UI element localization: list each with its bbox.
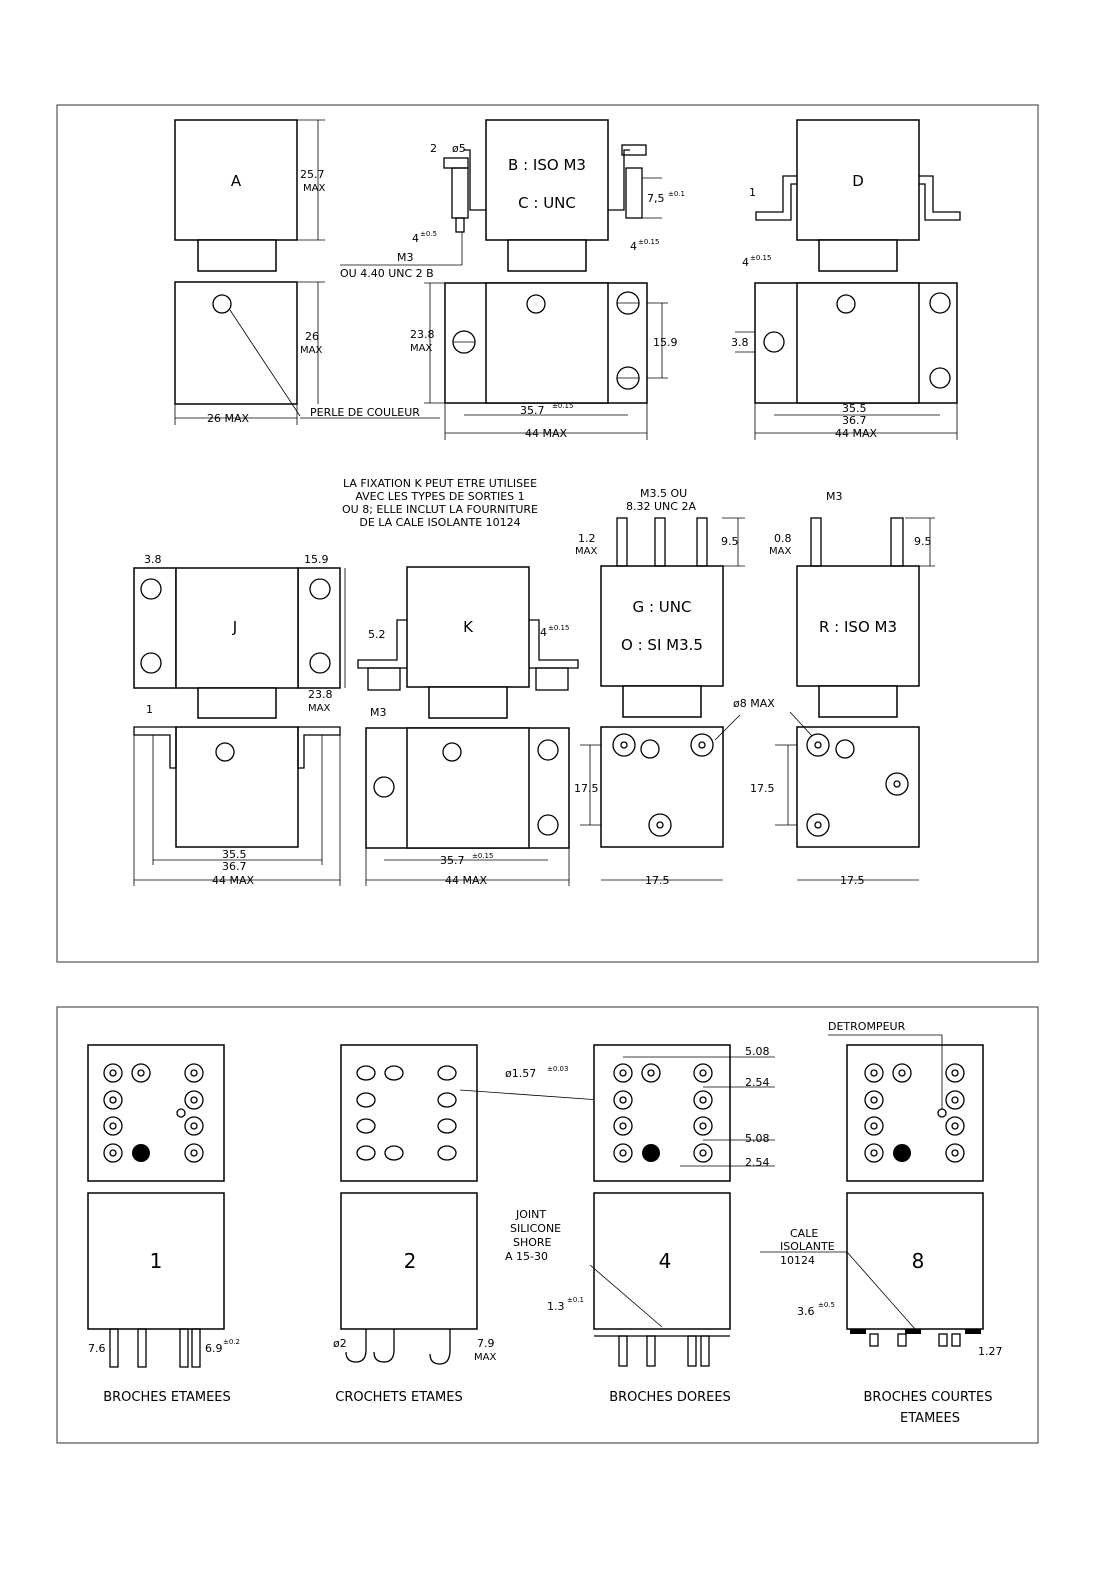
label-j: J — [232, 618, 238, 636]
dim-phi2: ø2 — [333, 1337, 347, 1350]
tol-0-15k2: ±0.15 — [472, 852, 494, 860]
dim-44-max: 44 MAX — [525, 427, 568, 440]
caption-2: CROCHETS ETAMES — [335, 1390, 463, 1405]
dim-9-5-r: 9.5 — [914, 535, 932, 548]
label-b: B : ISO M3 — [508, 156, 586, 174]
tol-0-5b: ±0.5 — [818, 1301, 835, 1309]
dim-1-3: 1.3 — [547, 1300, 565, 1313]
dim-5-2: 5.2 — [368, 628, 386, 641]
tol-0-1: ±0.1 — [668, 190, 685, 198]
note-line-3: OU 8; ELLE INCLUT LA FOURNITURE — [342, 503, 538, 516]
dim-36-7-j: 36.7 — [222, 860, 247, 873]
label-o: O : SI M3.5 — [621, 636, 703, 654]
dim-26-max: 26 MAX — [207, 412, 250, 425]
dim-phi5: ø5 — [452, 142, 466, 155]
note-line-4: DE LA CALE ISOLANTE 10124 — [359, 516, 521, 529]
note-line-1: LA FIXATION K PEUT ETRE UTILISEE — [342, 477, 538, 490]
dim-5-08-b: 5.08 — [745, 1132, 770, 1145]
dim-1-2: 1.2 — [578, 532, 596, 545]
joint-2: SILICONE — [510, 1222, 562, 1235]
dim-4-r: 4 — [630, 240, 637, 253]
dim-9-5: 9.5 — [721, 535, 739, 548]
tol-0-03: ±0.03 — [547, 1065, 569, 1073]
dim-44-max-d: 44 MAX — [835, 427, 878, 440]
note-line-2: AVEC LES TYPES DE SORTIES 1 — [355, 490, 525, 503]
dim-44-max-k: 44 MAX — [445, 874, 488, 887]
detrompeur: DETROMPEUR — [828, 1020, 906, 1033]
joint-1: JOINT — [516, 1208, 547, 1221]
label-type-4: 4 — [658, 1249, 672, 1273]
dim-44-max-j: 44 MAX — [212, 874, 255, 887]
dim-7-6: 7.6 — [88, 1342, 106, 1355]
m3-label: M3 — [397, 251, 414, 264]
dim-3-6: 3.6 — [797, 1305, 815, 1318]
dim-36-7: 36.7 — [842, 414, 867, 427]
label-k: K — [463, 618, 473, 636]
dim-23-8: 23.8 — [410, 328, 435, 341]
dim-26: 26 — [305, 330, 319, 343]
tol-0-15c: ±0.15 — [750, 254, 772, 262]
cale-3: 10124 — [780, 1254, 815, 1267]
dim-max-3: MAX — [410, 343, 433, 354]
dim-max: MAX — [303, 183, 326, 194]
dim-5-08-a: 5.08 — [745, 1045, 770, 1058]
phi-1-57: ø1.57 — [505, 1067, 537, 1080]
tol-0-5: ±0.5 — [420, 230, 437, 238]
caption-1: BROCHES ETAMEES — [103, 1390, 231, 1405]
tol-0-1b: ±0.1 — [567, 1296, 584, 1304]
relay-k-top — [366, 706, 569, 887]
dim-35-7-k: 35.7 — [440, 854, 465, 867]
m35-ou: M3.5 OU — [640, 487, 688, 500]
dim-3-8: 3.8 — [731, 336, 749, 349]
dim-23-8-j: 23.8 — [308, 688, 333, 701]
label-a: A — [230, 172, 242, 190]
dim-6-9: 6.9 — [205, 1342, 223, 1355]
m3-label-r: M3 — [826, 490, 843, 503]
m3-label-k: M3 — [370, 706, 387, 719]
fixation-note — [342, 477, 538, 529]
label-c: C : UNC — [518, 194, 576, 212]
phi8-max: ø8 MAX — [733, 697, 775, 710]
dim-25-7: 25.7 — [300, 168, 325, 181]
dim-max-r: MAX — [769, 546, 792, 557]
cale-2: ISOLANTE — [780, 1240, 835, 1253]
caption-4: BROCHES DOREES — [609, 1390, 731, 1405]
dim-15-9-j: 15.9 — [304, 553, 329, 566]
caption-8a: BROCHES COURTES — [863, 1390, 993, 1405]
cale-1: CALE — [790, 1227, 819, 1240]
tol-0-2: ±0.2 — [223, 1338, 240, 1346]
dim-2-54-b: 2.54 — [745, 1156, 770, 1169]
caption-8b: ETAMEES — [900, 1411, 960, 1426]
dim-max-j: MAX — [308, 703, 331, 714]
dim-35-5: 35.5 — [842, 402, 867, 415]
dim-1-j: 1 — [146, 703, 153, 716]
dim-1: 1 — [749, 186, 756, 199]
dim-1-27: 1.27 — [978, 1345, 1003, 1358]
label-type-8: 8 — [911, 1249, 925, 1273]
dim-0-8: 0.8 — [774, 532, 792, 545]
dim-max-2: MAX — [300, 345, 323, 356]
label-r: R : ISO M3 — [818, 618, 898, 636]
dim-17-5-r: 17.5 — [750, 782, 775, 795]
dim-7-9: 7.9 — [477, 1337, 495, 1350]
joint-3: SHORE — [513, 1236, 552, 1249]
tol-0-15: ±0.15 — [638, 238, 660, 246]
dim-15-9: 15.9 — [653, 336, 678, 349]
dim-35-5-j: 35.5 — [222, 848, 247, 861]
dim-7-5: 7,5 — [647, 192, 665, 205]
dim-2-54-a: 2.54 — [745, 1076, 770, 1089]
label-type-2: 2 — [403, 1249, 417, 1273]
dim-max-g: MAX — [575, 546, 598, 557]
dim-4-d: 4 — [742, 256, 749, 269]
joint-4: A 15-30 — [505, 1250, 548, 1263]
dim-17-5-g: 17.5 — [574, 782, 599, 795]
dim-max-2t: MAX — [474, 1352, 497, 1363]
dim-2: 2 — [430, 142, 437, 155]
dim-3-8-j: 3.8 — [144, 553, 162, 566]
label-d: D — [852, 172, 864, 190]
unc-832: 8.32 UNC 2A — [626, 500, 696, 513]
dim-17-5-gh: 17.5 — [645, 874, 670, 887]
dim-17-5-rh: 17.5 — [840, 874, 865, 887]
tol-0-15b: ±0.15 — [552, 402, 574, 410]
ou-4-40: OU 4.40 UNC 2 B — [340, 267, 434, 280]
label-g: G : UNC — [632, 598, 692, 616]
dim-4: 4 — [412, 232, 419, 245]
perle-label: PERLE DE COULEUR — [310, 406, 420, 419]
dim-35-7: 35.7 — [520, 404, 545, 417]
tol-0-15k: ±0.15 — [548, 624, 570, 632]
dim-4-k: 4 — [540, 626, 547, 639]
label-type-1: 1 — [149, 1249, 163, 1273]
